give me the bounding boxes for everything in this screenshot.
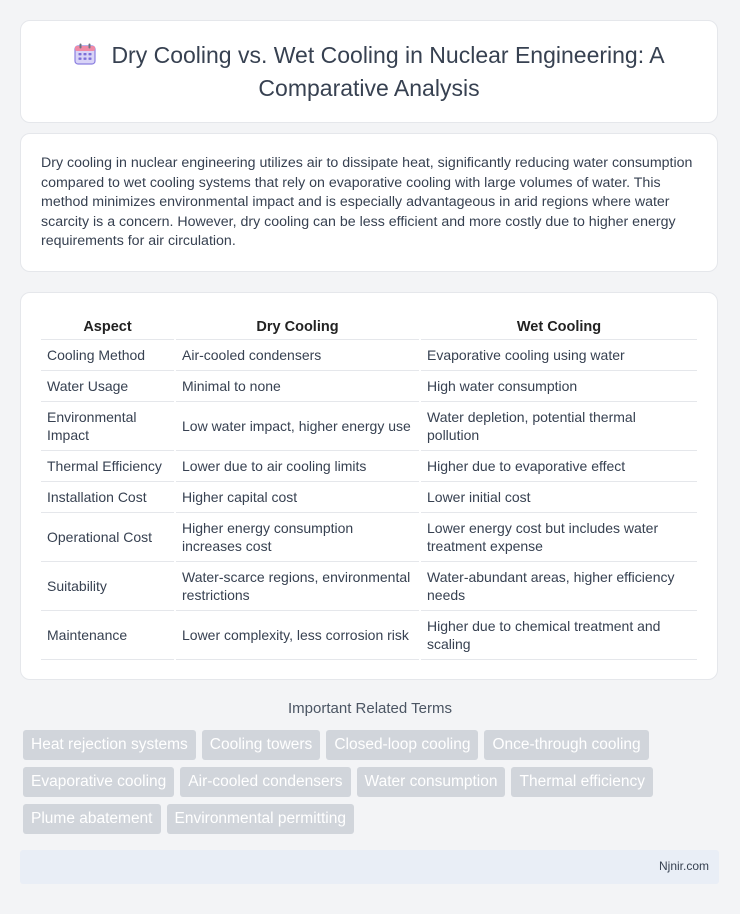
table-cell-aspect: Environmental Impact	[41, 402, 174, 451]
table-cell-dry: Low water impact, higher energy use	[176, 402, 419, 451]
tag-cooling-towers[interactable]: Cooling towers	[202, 730, 321, 760]
table-row	[41, 371, 697, 402]
table-cell-dry: Lower due to air cooling limits	[176, 451, 419, 482]
table-cell-aspect: Maintenance	[41, 611, 174, 660]
comparison-table	[39, 313, 699, 660]
header-card	[20, 20, 718, 123]
comparison-table-card	[20, 292, 718, 680]
tag-water-consumption[interactable]: Water consumption	[357, 767, 506, 797]
table-cell-wet: Higher due to evaporative effect	[421, 451, 697, 482]
table-cell-aspect: Operational Cost	[41, 513, 174, 562]
tag-environmental-permitting[interactable]: Environmental permitting	[167, 804, 354, 834]
related-terms-title: Important Related Terms	[288, 700, 452, 717]
intro-paragraph: Dry cooling in nuclear engineering utilizes air to dissipate heat, significantly reducing water consumption compared to wet cooling systems that rely on evaporative cooling with large volumes of water. This method minimizes environmental impact and is especially advantageous in arid regions where water scarcity is a concern. However, dry cooling can be less efficient and more costly due to higher energy requirements for air circulation.	[41, 155, 693, 249]
table-cell-aspect: Thermal Efficiency	[41, 451, 174, 482]
tag-once-through-cooling[interactable]: Once-through cooling	[484, 730, 648, 760]
table-cell-wet: Water-abundant areas, higher efficiency needs	[421, 562, 697, 611]
header-dry-cooling: Dry Cooling	[176, 313, 419, 340]
tag-evaporative-cooling[interactable]: Evaporative cooling	[23, 767, 174, 797]
tag-plume-abatement[interactable]: Plume abatement	[23, 804, 161, 834]
table-cell-dry: Lower complexity, less corrosion risk	[176, 611, 419, 660]
header-wet-cooling: Wet Cooling	[421, 313, 697, 340]
table-cell-aspect: Suitability	[41, 562, 174, 611]
header-aspect: Aspect	[41, 313, 174, 340]
tag-air-cooled-condensers[interactable]: Air-cooled condensers	[180, 767, 350, 797]
table-row	[41, 611, 697, 660]
table-cell-aspect: Cooling Method	[41, 340, 174, 371]
table-cell-dry: Minimal to none	[176, 371, 419, 402]
table-row	[41, 451, 697, 482]
table-cell-wet: Water depletion, potential thermal pollution	[421, 402, 697, 451]
tag-heat-rejection-systems[interactable]: Heat rejection systems	[23, 730, 196, 760]
table-row	[41, 513, 697, 562]
table-header-row	[41, 313, 697, 340]
tag-thermal-efficiency[interactable]: Thermal efficiency	[511, 767, 652, 797]
calendar-icon	[73, 42, 97, 73]
intro-card	[20, 133, 718, 272]
table-cell-wet: Lower energy cost but includes water treatment expense	[421, 513, 697, 562]
tag-closed-loop-cooling[interactable]: Closed-loop cooling	[326, 730, 478, 760]
table-row	[41, 340, 697, 371]
table-row	[41, 562, 697, 611]
table-cell-wet: Higher due to chemical treatment and scaling	[421, 611, 697, 660]
table-cell-wet: High water consumption	[421, 371, 697, 402]
related-terms-section	[20, 700, 720, 834]
footer-site-name: Njnir.com	[658, 859, 709, 873]
table-cell-wet: Evaporative cooling using water	[421, 340, 697, 371]
footer	[20, 850, 719, 884]
table-cell-dry: Water-scarce regions, environmental restrictions	[176, 562, 419, 611]
page-title: Dry Cooling vs. Wet Cooling in Nuclear Engineering: A Comparative Analysis	[111, 42, 665, 101]
table-cell-aspect: Installation Cost	[41, 482, 174, 513]
table-cell-dry: Higher capital cost	[176, 482, 419, 513]
table-row	[41, 482, 697, 513]
table-cell-wet: Lower initial cost	[421, 482, 697, 513]
table-cell-dry: Air-cooled condensers	[176, 340, 419, 371]
related-terms-list	[20, 730, 720, 834]
table-cell-dry: Higher energy consumption increases cost	[176, 513, 419, 562]
table-row	[41, 402, 697, 451]
page-title-wrapper	[59, 40, 679, 103]
table-cell-aspect: Water Usage	[41, 371, 174, 402]
